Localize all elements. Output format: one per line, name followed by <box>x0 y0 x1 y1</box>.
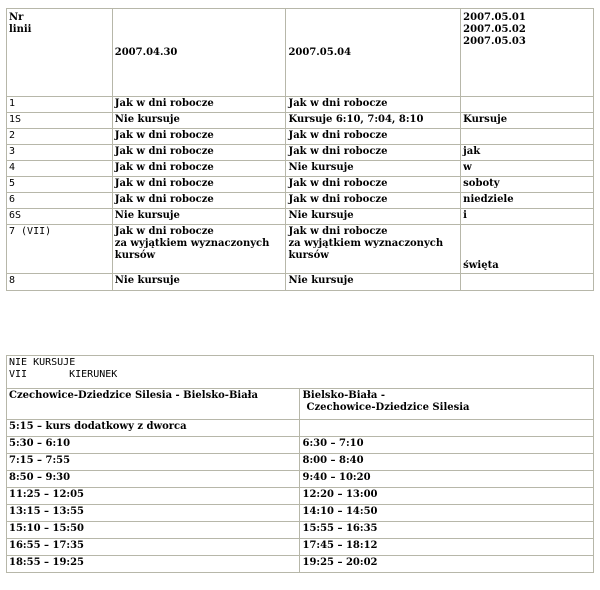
time-left: 11:25 – 12:05 <box>7 488 300 505</box>
direction-right-line: Bielsko-Biała - <box>302 390 385 401</box>
cell-date3: jak <box>461 145 594 161</box>
time-row <box>7 454 594 471</box>
header-date3-line: 2007.05.01 <box>463 12 526 23</box>
banner-row <box>7 356 594 389</box>
line-number: 3 <box>7 145 113 161</box>
cell-date1: Jak w dni robocze <box>112 97 286 113</box>
direction-left-header: Czechowice-Dziedzice Silesia - Bielsko-Biała <box>7 389 300 420</box>
time-row <box>7 556 594 573</box>
cell-date3: w <box>461 161 594 177</box>
cell-date3: święta <box>461 225 594 274</box>
line-vii-row <box>9 369 591 381</box>
time-right: 8:00 – 8:40 <box>300 454 594 471</box>
line-vii-label: VII <box>9 369 28 380</box>
table-row <box>7 209 594 225</box>
time-right: 12:20 – 13:00 <box>300 488 594 505</box>
cell-line: kursów <box>114 250 156 261</box>
cell-date1: Jak w dni robocze <box>112 145 286 161</box>
line-number: 8 <box>7 274 113 291</box>
table-row <box>7 193 594 209</box>
cell-date3 <box>461 274 594 291</box>
time-row <box>7 437 594 454</box>
cell-date1: Nie kursuje <box>112 209 286 225</box>
table-row <box>7 97 594 113</box>
line-number: 2 <box>7 129 113 145</box>
cell-date2: Nie kursuje <box>286 161 461 177</box>
cell-line: Jak w dni robocze <box>114 226 214 237</box>
cell-date2: Jak w dni robocze <box>286 145 461 161</box>
time-left: 5:30 – 6:10 <box>7 437 300 454</box>
cell-date3 <box>461 129 594 145</box>
line-number: 5 <box>7 177 113 193</box>
time-left: 13:15 – 13:55 <box>7 505 300 522</box>
time-right: 17:45 – 18:12 <box>300 539 594 556</box>
cell-date1: Nie kursuje <box>112 113 286 129</box>
direction-label: KIERUNEK <box>69 369 118 380</box>
header-date3-line: 2007.05.02 <box>463 24 526 35</box>
cell-date1: Nie kursuje <box>112 274 286 291</box>
timetable <box>6 355 594 573</box>
cell-date1 <box>112 225 286 274</box>
table-row <box>7 113 594 129</box>
time-right: 14:10 – 14:50 <box>300 505 594 522</box>
banner-cell <box>7 356 594 389</box>
header-date1: 2007.04.30 <box>112 9 286 97</box>
header-row <box>7 9 594 97</box>
cell-date3 <box>461 97 594 113</box>
time-left: 16:55 – 17:35 <box>7 539 300 556</box>
table-row <box>7 274 594 291</box>
cell-date1: Jak w dni robocze <box>112 161 286 177</box>
line-number: 6 <box>7 193 113 209</box>
time-right: 15:55 – 16:35 <box>300 522 594 539</box>
cell-date3: niedziele <box>461 193 594 209</box>
line-number: 6S <box>7 209 113 225</box>
direction-right-header <box>300 389 594 420</box>
time-left: 7:15 – 7:55 <box>7 454 300 471</box>
cell-date3: soboty <box>461 177 594 193</box>
header-date2: 2007.05.04 <box>286 9 461 97</box>
time-right: 6:30 – 7:10 <box>300 437 594 454</box>
direction-right-line: Czechowice-Dziedzice Silesia <box>306 402 470 413</box>
cell-line: za wyjątkiem wyznaczonych <box>288 238 444 249</box>
cell-date2: Jak w dni robocze <box>286 97 461 113</box>
time-left: 15:10 – 15:50 <box>7 522 300 539</box>
cell-date2: Jak w dni robocze <box>286 193 461 209</box>
cell-date2: Jak w dni robocze <box>286 177 461 193</box>
direction-header-row <box>7 389 594 420</box>
time-row <box>7 488 594 505</box>
not-running-label: NIE KURSUJE <box>9 357 76 368</box>
cell-date2: Kursuje 6:10, 7:04, 8:10 <box>286 113 461 129</box>
table-row <box>7 225 594 274</box>
cell-date1: Jak w dni robocze <box>112 177 286 193</box>
time-left: 5:15 – kurs dodatkowy z dworca <box>7 420 300 437</box>
header-nr-label: Nr <box>9 12 24 23</box>
cell-line: za wyjątkiem wyznaczonych <box>114 238 270 249</box>
table-row <box>7 177 594 193</box>
cell-date1: Jak w dni robocze <box>112 129 286 145</box>
table-row <box>7 145 594 161</box>
time-row <box>7 420 594 437</box>
time-left: 8:50 – 9:30 <box>7 471 300 488</box>
header-date3-line: 2007.05.03 <box>463 36 526 47</box>
exceptions-table <box>6 8 594 291</box>
cell-date1: Jak w dni robocze <box>112 193 286 209</box>
line-number: 4 <box>7 161 113 177</box>
cell-date3: i <box>461 209 594 225</box>
cell-line: kursów <box>288 250 329 261</box>
time-row <box>7 522 594 539</box>
line-number: 7 (VII) <box>7 225 113 274</box>
time-right: 19:25 – 20:02 <box>300 556 594 573</box>
cell-date2: Nie kursuje <box>286 274 461 291</box>
cell-line: Jak w dni robocze <box>288 226 388 237</box>
table-row <box>7 129 594 145</box>
cell-date2 <box>286 225 461 274</box>
line-number: 1 <box>7 97 113 113</box>
time-right <box>300 420 594 437</box>
header-linii-label: linii <box>9 24 32 35</box>
cell-date3: Kursuje <box>461 113 594 129</box>
time-left: 18:55 – 19:25 <box>7 556 300 573</box>
time-right: 9:40 – 10:20 <box>300 471 594 488</box>
table-row <box>7 161 594 177</box>
cell-date2: Jak w dni robocze <box>286 129 461 145</box>
time-row <box>7 539 594 556</box>
time-row <box>7 471 594 488</box>
cell-date2: Nie kursuje <box>286 209 461 225</box>
time-row <box>7 505 594 522</box>
header-date3-cell <box>461 9 594 97</box>
line-number: 1S <box>7 113 113 129</box>
header-line-cell <box>7 9 113 97</box>
